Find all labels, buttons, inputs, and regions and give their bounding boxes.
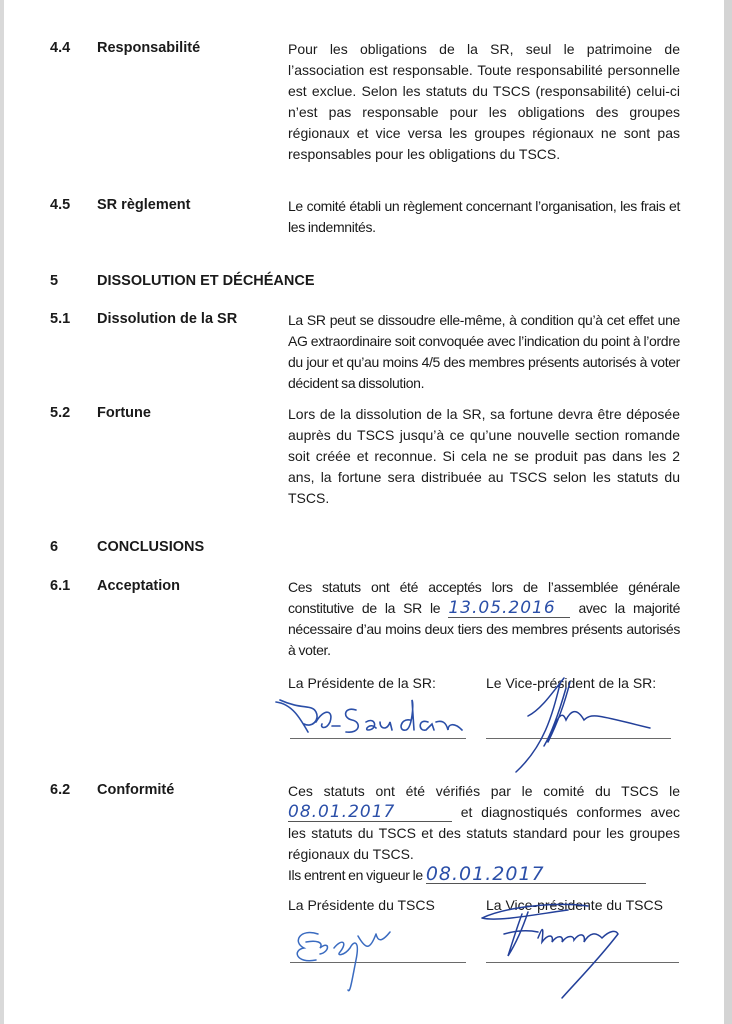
signature-label-sr-vice-president: Le Vice-président de la SR: — [486, 675, 657, 691]
signature-tscs-president — [290, 920, 420, 1010]
section-text-4-4: Pour les obligations de la SR, seul le patrimoine de l’association est responsable. Toute responsabilité personnelle est exclue. Selon les statuts du TSCS (responsabilité) celui-ci n’est pas responsable pour les obligations des groupes régionaux et vice versa les groupes régionaux ne sont pas responsables pour les obligations du TSCS. — [288, 41, 680, 162]
section-text-6-2 — [288, 781, 680, 886]
section-title-4-5: SR règlement — [97, 197, 191, 213]
conformity-text-middle: et diagnostiqués conformes avec les statuts du TSCS et des statuts standard pour les groupes régionaux du TSCS. — [288, 804, 680, 862]
section-title-5-2: Fortune — [97, 405, 151, 421]
signature-label-tscs-vice-president: La Vice-présidente du TSCS — [486, 897, 663, 913]
signature-sr-president — [272, 694, 472, 754]
section-text-5-2: Lors de la dissolution de la SR, sa fortune devra être déposée auprès du TSCS jusqu’à ce qu’une nouvelle section romande soit créée et reconnue. Si cela ne se produit pas dans les 2 ans, la fortune sera distribuée au TSCS selon les statuts du TSCS. — [288, 406, 680, 506]
section-title-6-1: Acceptation — [97, 578, 180, 594]
section-number-5-1: 5.1 — [50, 311, 71, 327]
conformity-text-before: Ces statuts ont été vérifiés par le comité du TSCS le — [288, 783, 680, 799]
signature-sr-vice-president — [500, 676, 680, 776]
acceptance-text-after: avec la majorité nécessaire d’au moins deux tiers des membres présents autorisés à voter. — [288, 600, 681, 658]
section-title-4-4: Responsabilité — [97, 40, 201, 56]
effective-text: Ils entrent en vigueur le — [288, 867, 423, 883]
signature-label-tscs-president: La Présidente du TSCS — [288, 897, 435, 913]
section-text-5-1: La SR peut se dissoudre elle-même, à condition qu’à cet effet une AG extraordinaire soit convoquée avec l’indication du point à l’ordre du jour et qu’au moins 4/5 des membres présents autorisés à voter décident sa dissolution. — [288, 312, 680, 391]
effective-date-handwritten: 08.01.2017 — [426, 866, 646, 884]
acceptance-date-handwritten: 13.05.2016 — [448, 600, 570, 618]
section-number-5: 5 — [50, 273, 59, 289]
section-number-6-1: 6.1 — [50, 578, 71, 594]
section-heading-5: DISSOLUTION ET DÉCHÉANCE — [97, 273, 315, 289]
page-edge-right — [724, 0, 732, 1024]
section-number-4-4: 4.4 — [50, 40, 71, 56]
section-text-4-5: Le comité établi un règlement concernant l’organisation, les frais et les indemnités. — [288, 198, 680, 235]
conformity-date-handwritten: 08.01.2017 — [288, 804, 452, 822]
section-number-5-2: 5.2 — [50, 405, 71, 421]
section-number-6-2: 6.2 — [50, 782, 71, 798]
section-title-6-2: Conformité — [97, 782, 175, 798]
section-title-5-1: Dissolution de la SR — [97, 311, 238, 327]
page-edge-left — [0, 0, 4, 1024]
signature-label-sr-president: La Présidente de la SR: — [288, 675, 436, 691]
section-heading-6: CONCLUSIONS — [97, 539, 205, 555]
section-number-4-5: 4.5 — [50, 197, 71, 213]
section-text-6-1 — [288, 577, 680, 661]
acceptance-text-before: Ces statuts ont été acceptés lors de l’assemblée générale constitutive de la SR le — [288, 579, 680, 616]
section-number-6: 6 — [50, 539, 59, 555]
signature-tscs-vice-president — [478, 900, 668, 1010]
